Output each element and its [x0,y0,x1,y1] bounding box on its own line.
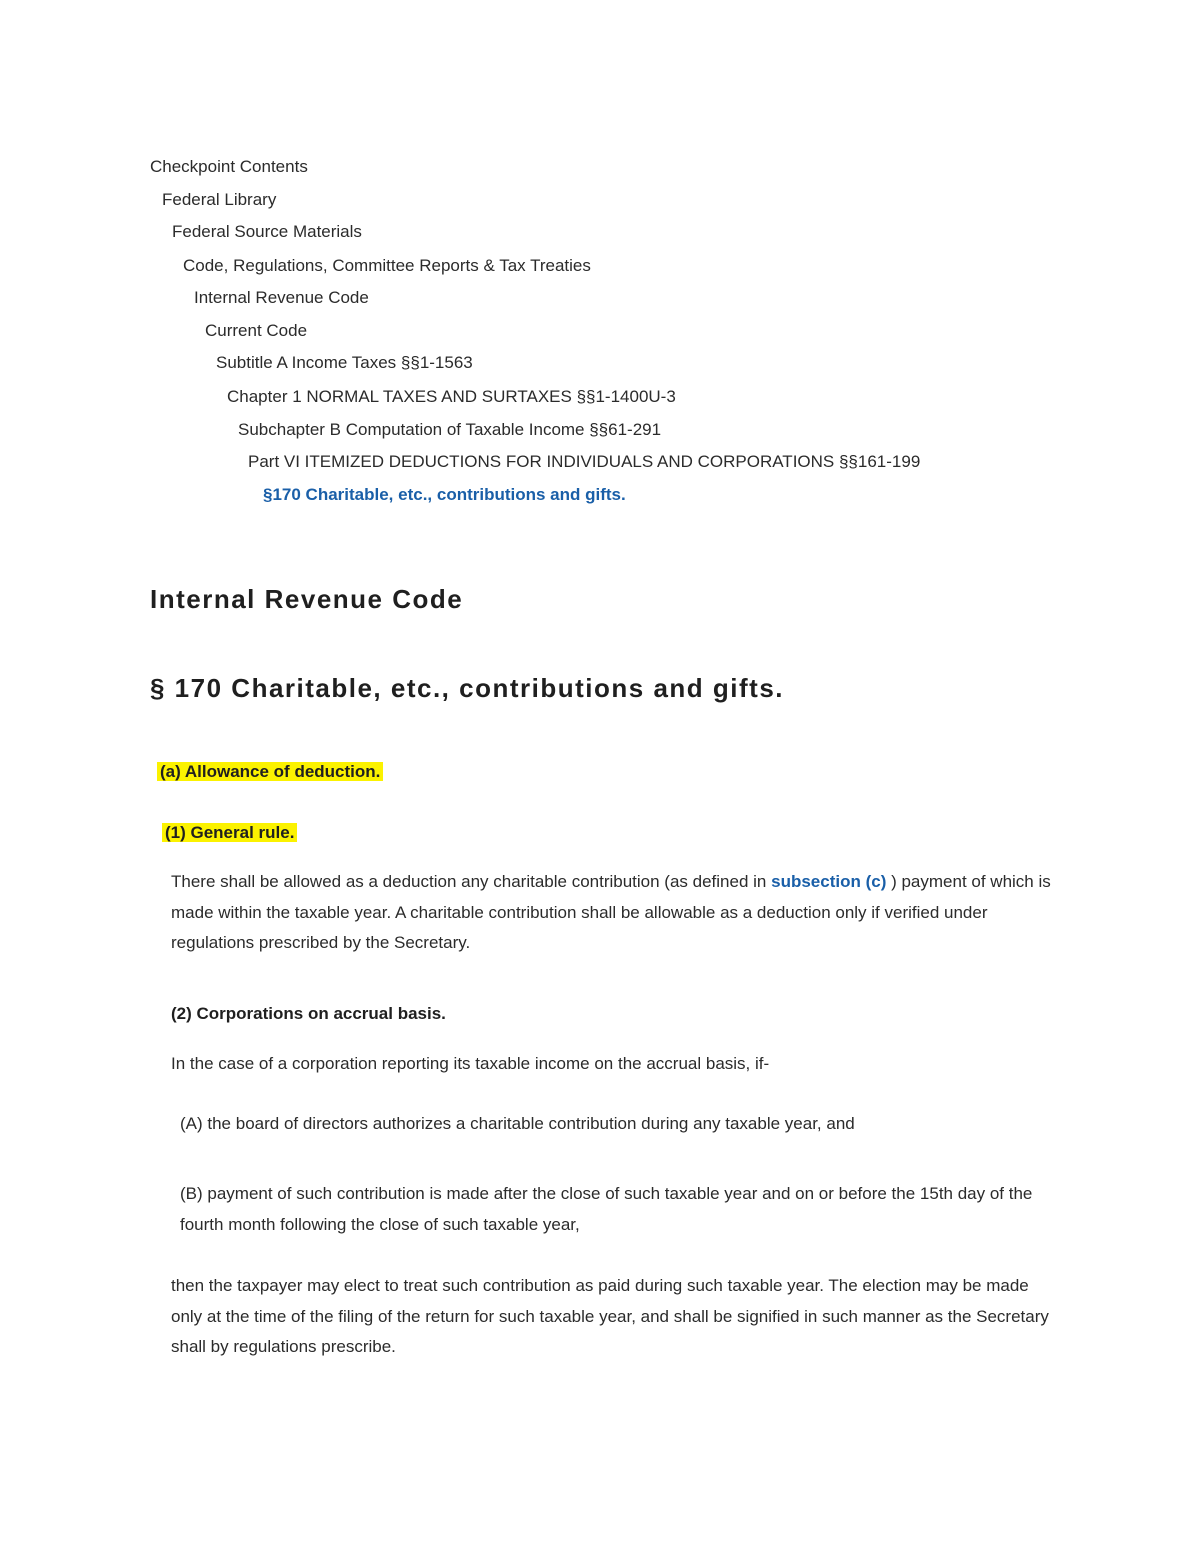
breadcrumb-item-part-vi[interactable]: Part VI ITEMIZED DEDUCTIONS FOR INDIVIDUALS AND CORPORATIONS §§161-199 [248,452,921,471]
paragraph-2-heading: (2) Corporations on accrual basis. [171,1004,446,1023]
paragraph-1-text-end: ) payment of which is made within the taxable year. A charitable contribution shall be allowable as a deduction only if verified under regulations prescribed by the Secretary. [171,872,1051,952]
paragraph-1-text-start: There shall be allowed as a deduction any charitable contribution (as defined in [171,872,772,891]
breadcrumb-item-federal-source-materials[interactable]: Federal Source Materials [172,222,362,241]
breadcrumb-item-section-170[interactable]: §170 Charitable, etc., contributions and gifts. [263,485,626,504]
paragraph-2-closing-text: then the taxpayer may elect to treat such contribution as paid during such taxable year. The election may be made only at the time of the filing of the return for such taxable year, and shall be signified in such manner as the Secretary shall by regulations prescribe. [171,1276,1049,1356]
subsection-a-label: (a) Allowance of deduction. [157,762,383,781]
document-title: Internal Revenue Code [150,584,464,614]
breadcrumb-item-current-code[interactable]: Current Code [205,321,308,340]
breadcrumb-item-federal-library[interactable]: Federal Library [162,190,277,209]
breadcrumb-item-code-regulations[interactable]: Code, Regulations, Committee Reports & Tax Treaties [183,256,591,275]
breadcrumb-item-checkpoint-contents[interactable]: Checkpoint Contents [150,157,308,176]
item-b-text: (B) payment of such contribution is made after the close of such taxable year and on or before the 15th day of the fourth month following the close of such taxable year, [180,1184,1033,1234]
section-title: § 170 Charitable, etc., contributions and gifts. [150,673,784,703]
paragraph-1-label: (1) General rule. [162,823,297,842]
paragraph-2-text: In the case of a corporation reporting its taxable income on the accrual basis, if- [171,1054,770,1073]
item-a-text: (A) the board of directors authorizes a charitable contribution during any taxable year, and [180,1114,855,1133]
subsection-a-heading [157,761,383,783]
paragraph-1-heading [162,822,297,844]
breadcrumb-item-subchapter-b[interactable]: Subchapter B Computation of Taxable Income §§61-291 [238,420,662,439]
breadcrumb-item-internal-revenue-code[interactable]: Internal Revenue Code [194,288,369,307]
subsection-c-link[interactable]: subsection (c) [771,872,887,891]
breadcrumb-item-subtitle-a[interactable]: Subtitle A Income Taxes §§1-1563 [216,353,473,372]
breadcrumb-item-chapter-1[interactable]: Chapter 1 NORMAL TAXES AND SURTAXES §§1-1400U-3 [227,387,676,406]
paragraph-1-text [171,867,1051,959]
